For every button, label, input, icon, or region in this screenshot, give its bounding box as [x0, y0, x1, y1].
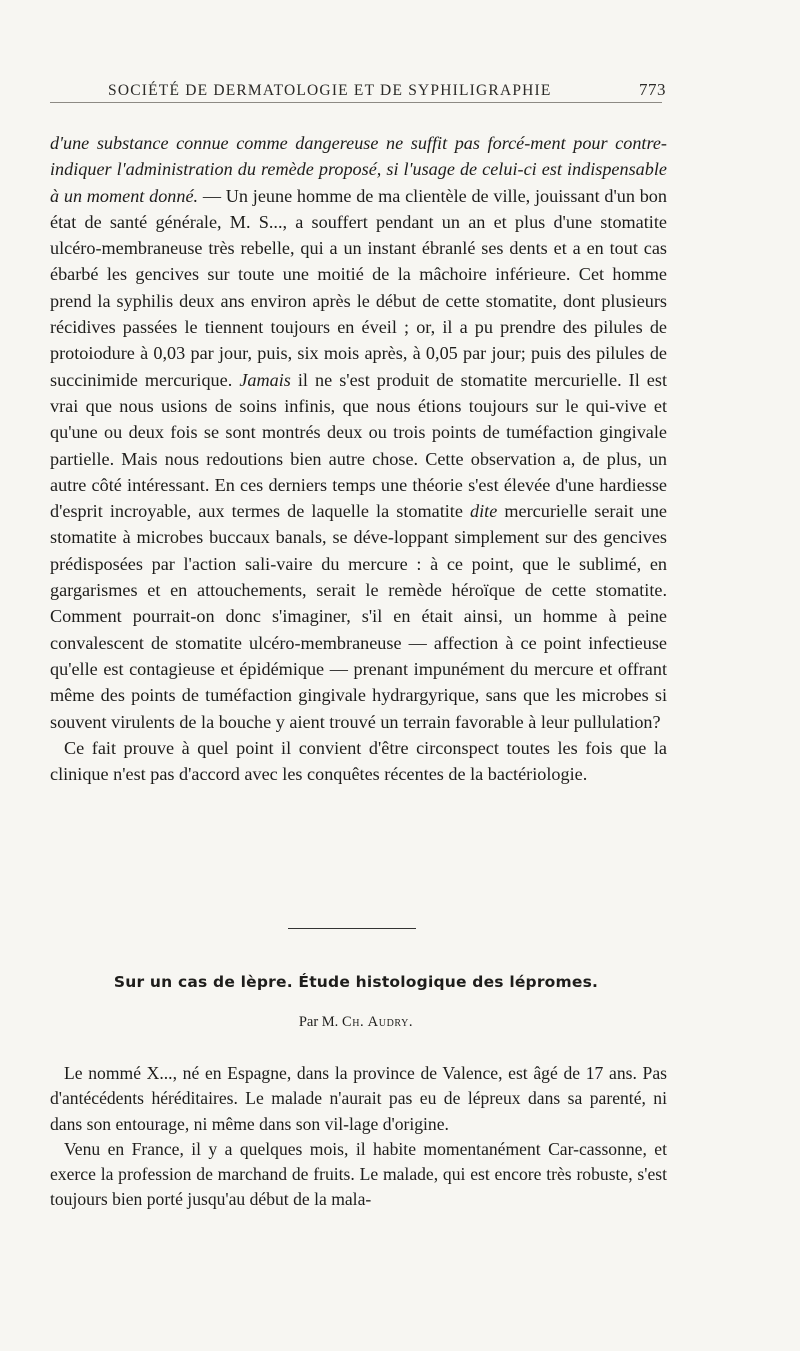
running-header — [108, 80, 666, 100]
emphasis-jamais: Jamais — [239, 369, 291, 390]
running-title: SOCIÉTÉ DE DERMATOLOGIE ET DE SYPHILIGRAPHIE — [108, 82, 552, 99]
article-text — [50, 1061, 667, 1213]
header-rule — [50, 102, 662, 103]
continued-text — [50, 130, 667, 787]
article-paragraph-2: Venu en France, il y a quelques mois, il habite momentanément Car-cassonne, et exerce la profession de marchand de fruits. Le malade, qui est encore très robuste, s'est toujours bien porté jusqu'au début de la mala- — [50, 1138, 667, 1210]
article-title: Sur un cas de lèpre. Étude histologique des lépromes. — [113, 973, 599, 991]
italic-passage: d'une substance connue comme dangereuse ne suffit pas forcé-ment pour contre-indiquer l'administration du remède proposé, si l'usage de celui-ci est indispensable à un moment donné. — [50, 133, 667, 206]
article-author: Par M. Ch. Audry. — [298, 1014, 414, 1030]
paragraph-1: d'une substance connue comme dangereuse ne suffit pas forcé-ment pour contre-indiquer l'administration du remède proposé, si l'usage de celui-ci est indispensable à un moment donné. — Un jeune homme de ma clientèle de ville, jouissant d'un bon état de santé générale, M. S..., a souffert pendant un an et plus d'une stomatite ulcéro-membraneuse très rebelle, qui a un instant ébranlé ses dents et a en tout cas ébarbé les gencives sur toute une moitié de la mâchoire inférieure. Cet homme prend la syphilis deux ans environ après le début de cette stomatite, dont plusieurs récidives passées le tiennent toujours en éveil ; or, il a pu prendre des pilules de protoiodure à 0,03 par jour, puis, six mois après, à 0,05 par jour; puis des pilules de succinimide mercurique. Jamais il ne s'est produit de stomatite mercurielle. Il est vrai que nous usions de soins infinis, que nous étions toujours sur le qui-vive et qu'une ou deux fois se sont montrés deux ou trois points de tuméfaction gingivale partielle. Mais nous redoutions bien autre chose. Cette observation a, de plus, un autre côté intéressant. En ces derniers temps une théorie s'est élevée d'une hardiesse d'esprit incroyable, aux termes de laquelle la stomatite dite mercurielle serait une stomatite à microbes buccaux banals, se déve-loppant simplement sur des gencives prédisposées par l'action sali-vaire du mercure : à ce point, que le sublimé, en gargarismes et en attouchements, serait le remède héroïque de cette stomatite. Comment pourrait-on donc s'imaginer, s'il en était ainsi, un homme à peine convalescent de stomatite ulcéro-membraneuse — affection à ce point infectieuse qu'elle est contagieuse et épidémique — prenant impunément du mercure et offrant même des points de tuméfaction gingivale hydrargyrique, sans que les microbes si souvent virulents de la bouche y aient trouvé un terrain favorable à leur pullulation? — [50, 133, 667, 732]
author-name: Ch. Audry. — [341, 1014, 414, 1030]
page-number: 773 — [639, 80, 666, 99]
article-paragraph-1: Le nommé X..., né en Espagne, dans la province de Valence, est âgé de 17 ans. Pas d'antécédents héréditaires. Le malade n'aurait pas eu de lépreux dans sa parenté, ni dans son entourage, ni même dans son vil-lage d'origine. — [50, 1063, 667, 1134]
emphasis-dite: dite — [470, 501, 498, 522]
section-separator — [288, 928, 416, 929]
paragraph-2: Ce fait prouve à quel point il convient d'être circonspect toutes les fois que la clinique n'est pas d'accord avec les conquêtes récentes de la bactériologie. — [50, 737, 667, 785]
